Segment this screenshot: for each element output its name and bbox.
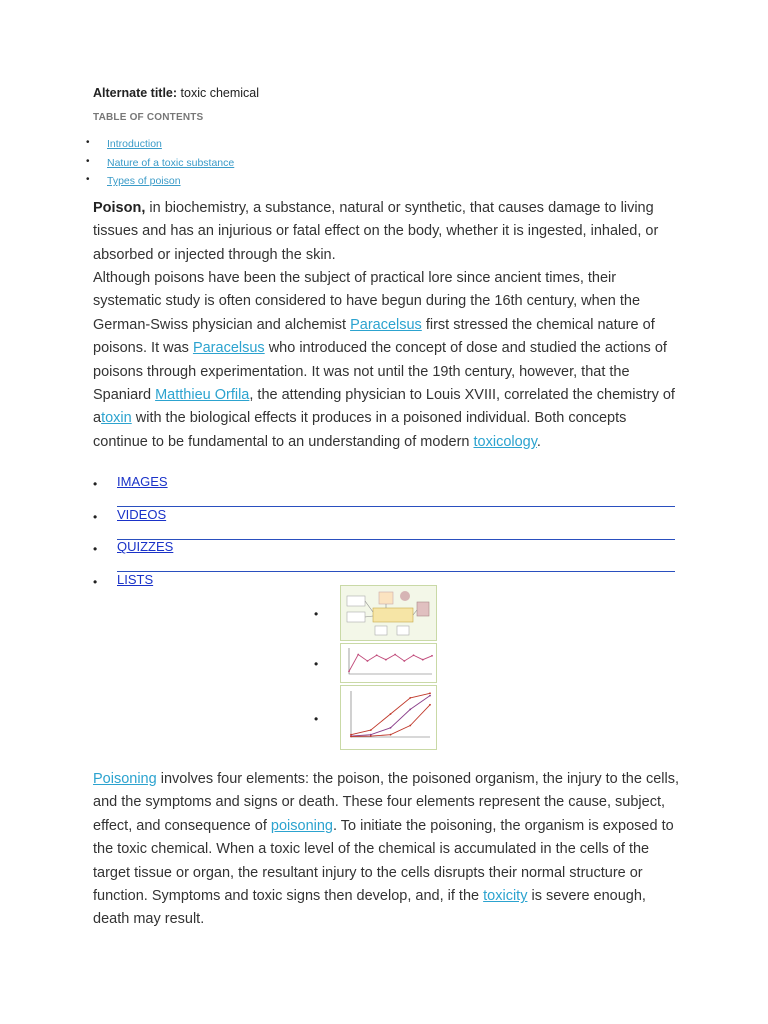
media-item (93, 505, 675, 538)
toc-link-introduction[interactable]: Introduction (107, 138, 162, 150)
table-of-contents (86, 138, 234, 194)
media-item (93, 537, 675, 570)
data-point (390, 727, 392, 729)
media-item (93, 472, 675, 505)
data-point (429, 692, 431, 694)
data-point (367, 660, 369, 662)
history-paragraph (93, 267, 683, 454)
link-toxin[interactable]: toxin (101, 410, 132, 427)
alternate-title-label: Alternate title: (93, 86, 178, 100)
toc-link-types[interactable]: Types of poison (107, 175, 181, 187)
history-text-6: . (536, 433, 541, 450)
videos-link[interactable]: VIDEOS (117, 506, 167, 522)
elements-text-1: involves four elements: the poison, the poisoned organism, the injury to the cells, and the symptoms and signs or death. These four elements represent the cause, subject, effect, and consequence of (93, 771, 679, 834)
data-point (370, 729, 372, 731)
thumb-bullet: • (314, 607, 319, 621)
history-text-1: Although poisons have been the subject of practical lore since ancient times, their systematic study is often considered to have begun during the 16th century, when the German-Swiss physician and alchemist (93, 270, 641, 333)
toc-item (86, 175, 234, 194)
diagram-illustration (341, 586, 436, 640)
elements-paragraph (93, 768, 683, 932)
bullet: • (93, 575, 98, 590)
data-point (390, 713, 392, 715)
elements-text-3: is severe enough, death may result. (93, 888, 646, 928)
bullet: • (93, 477, 98, 491)
thumb-bullet: • (314, 712, 319, 726)
elements-text-2: . To initiate the poisoning, the organism is exposed to the toxic chemical. When a toxic level of the chemical is accumulated in the cells of the target tissue or organ, the resultant injury to the cells disrupts their normal structure or function. Symptoms and toxic signs then develop, and, if the (93, 817, 674, 905)
toc-heading: TABLE OF CONTENTS (93, 112, 204, 123)
data-point (376, 654, 378, 656)
link-orfila[interactable]: Matthieu Orfila (155, 387, 250, 404)
data-point (409, 697, 411, 699)
alternate-title-value: toxic chemical (180, 86, 260, 100)
lists-link[interactable]: LISTS (117, 572, 154, 588)
images-link[interactable]: IMAGES (117, 474, 168, 489)
data-point (350, 736, 352, 738)
data-point (403, 660, 405, 662)
thumbnail-chart-dose-response[interactable] (340, 685, 437, 750)
bullet: • (93, 542, 98, 557)
data-point (370, 735, 372, 737)
intro-term: Poison, (93, 200, 146, 216)
data-point (409, 725, 411, 727)
thumbnail-diagram[interactable] (340, 585, 437, 641)
link-paracelsus-1[interactable]: Paracelsus (350, 316, 422, 333)
data-point (431, 655, 433, 657)
dose-response-chart (341, 686, 436, 749)
thumb-bullet: • (314, 657, 319, 671)
periodic-chart (341, 644, 436, 682)
media-links (93, 472, 675, 603)
link-poisoning-2[interactable]: poisoning (270, 817, 333, 834)
toc-link-nature[interactable]: Nature of a toxic substance (107, 156, 235, 169)
history-text-2: first stressed the chemical nature of poisons. It was (93, 316, 655, 357)
data-point (409, 709, 411, 711)
history-text-3: who introduced the concept of dose and studied the actions of poisons through experimentation. It was not until the 19th century, however, that the Spaniard (93, 340, 667, 404)
data-point (348, 671, 350, 673)
data-point (429, 704, 431, 706)
link-toxicology[interactable]: toxicology (473, 433, 537, 450)
history-text-4: , the attending physician to Louis XVIII, correlated the chemistry of a (93, 387, 675, 427)
alternate-title (93, 86, 259, 100)
data-point (422, 659, 424, 661)
intro-text: in biochemistry, a substance, natural or synthetic, that causes damage to living tissues and has an injurious or fatal effect on the body, whether it is ingested, inhaled, or absorbed or injected through the skin. (93, 200, 659, 263)
link-toxicity[interactable]: toxicity (483, 888, 528, 905)
link-poisoning-1[interactable]: Poisoning (93, 771, 157, 787)
thumbnail-chart-periodic[interactable] (340, 643, 437, 683)
data-point (429, 695, 431, 697)
toc-item (86, 157, 234, 176)
data-point (385, 659, 387, 661)
history-text-5: with the biological effects it produces in a poisoned individual. Both concepts continue to be fundamental to an understanding of modern (93, 410, 627, 450)
data-point (390, 734, 392, 736)
data-point (357, 654, 359, 656)
intro-paragraph (93, 197, 683, 267)
data-point (413, 654, 415, 656)
bullet: • (93, 509, 98, 524)
data-point (394, 654, 396, 656)
quizzes-link[interactable]: QUIZZES (117, 539, 174, 555)
toc-item (86, 138, 234, 157)
link-paracelsus-2[interactable]: Paracelsus (192, 340, 265, 357)
